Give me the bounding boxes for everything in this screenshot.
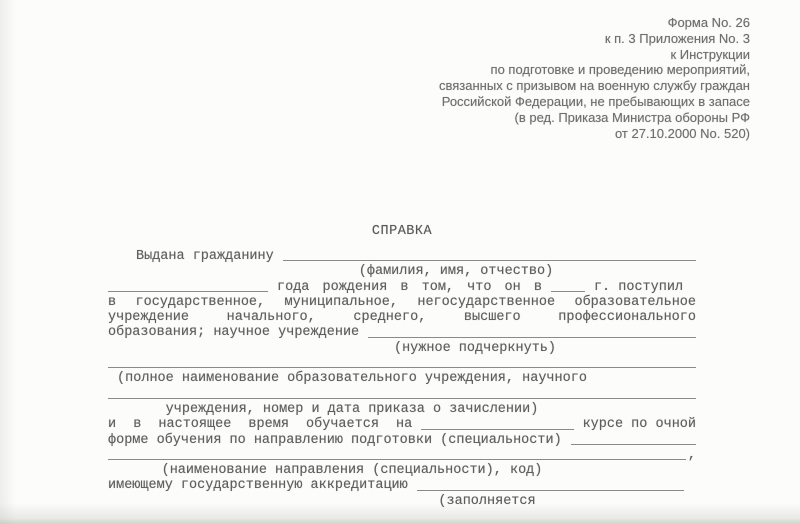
specialty-caption: (наименование направления (специальности), код): [161, 463, 543, 479]
issued-to-line: [108, 249, 696, 264]
underline-needed-caption: (нужное подчеркнуть): [393, 340, 557, 356]
blank-line-admission-year: [551, 290, 585, 292]
blank-line-birth-year: [108, 290, 268, 292]
study-form-line: [108, 433, 696, 448]
institution-name-caption-1: (полное наименование образовательного учреждения, научного: [117, 371, 587, 387]
form-reference-line: Российской Федерации, не пребывающих в запасе: [441, 93, 750, 109]
form-reference-line: к п. 3 Приложения No. 3: [604, 30, 750, 46]
form-reference-line: по подготовке и проведению мероприятий,: [490, 62, 750, 78]
study-form-text: форме обучения по направлению подготовки (специальности): [108, 432, 562, 448]
institution-name-blank-2: [108, 387, 696, 402]
birth-year-text: года рождения в том, что он в: [277, 279, 542, 295]
trailing-comma: ,: [687, 447, 696, 463]
form-reference-line: (в ред. Приказа Министра обороны РФ: [514, 109, 750, 125]
blank-line-full-name: [283, 259, 696, 261]
institution-name-blank-1: [108, 356, 696, 371]
form-header: [439, 15, 750, 141]
birth-year-line: [108, 280, 696, 295]
current-course-line: [108, 417, 696, 432]
issued-to-label: Выдана гражданину: [136, 249, 274, 264]
page-title: СПРАВКА: [371, 224, 433, 239]
institution-name-caption-2: учреждения, номер и дата приказа о зачислении): [165, 401, 539, 417]
institution-type-text-1: в государственное, муниципальное, негосударственное образовательное: [108, 294, 696, 310]
filled-in-caption: (заполняется: [438, 493, 536, 509]
fio-caption: (фамилия, имя, отчество): [358, 264, 554, 280]
form-reference-line: к Инструкции: [670, 46, 750, 62]
institution-type-line-1: [108, 295, 696, 310]
blank-line-accreditation: [417, 489, 684, 491]
blank-line-institution-name-2: [108, 397, 696, 399]
accreditation-line: [108, 478, 696, 493]
blank-line-science-institution: [368, 336, 696, 338]
blank-line-course-number: [421, 428, 573, 430]
institution-type-line-3: [108, 325, 696, 340]
institution-type-text-2: учреждение начального, среднего, высшего профессионального: [108, 310, 696, 326]
certificate-body: [108, 249, 696, 509]
scan-edge-shadow: [0, 518, 800, 524]
institution-type-text-3: образования; научное учреждение: [108, 325, 360, 341]
blank-line-specialty-2: [108, 458, 686, 460]
current-course-text-1: и в настоящее время обучается на: [108, 417, 413, 433]
institution-type-line-2: [108, 310, 696, 325]
form-reference-line: Форма No. 26: [667, 15, 750, 30]
current-course-text-2: курсе по очной: [582, 417, 696, 433]
blank-line-specialty-1: [571, 443, 696, 445]
specialty-blank-line: [108, 448, 696, 463]
admission-text: г. поступил: [593, 279, 684, 295]
accreditation-text: имеющему государственную аккредитацию: [108, 478, 408, 494]
form-reference-line: от 27.10.2000 No. 520): [614, 125, 750, 141]
form-reference-line: связанных с призывом на военную службу граждан: [439, 78, 750, 94]
blank-line-institution-name-1: [108, 366, 696, 368]
